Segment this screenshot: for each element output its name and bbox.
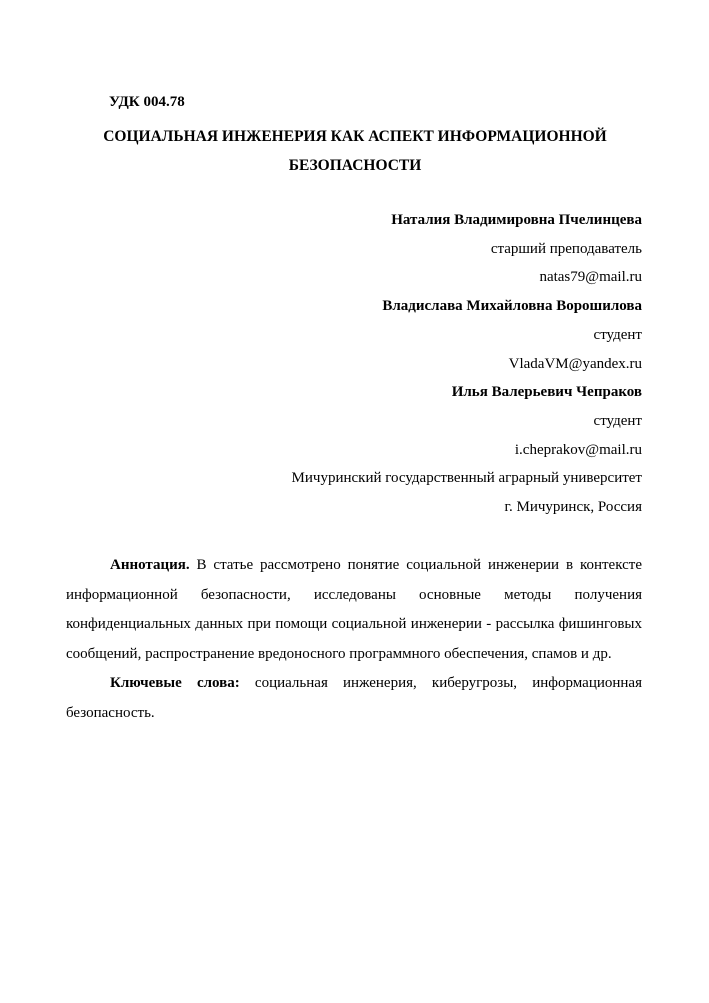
- keywords-text: социальная инженерия, киберугрозы, информационная безопасность.: [66, 675, 642, 721]
- affiliation-university: Мичуринский государственный аграрный университет: [291, 470, 642, 487]
- author-position: старший преподаватель: [490, 240, 642, 257]
- author-name: Владислава Михайловна Ворошилова: [382, 298, 642, 315]
- udk-code: УДК 004.78: [109, 94, 185, 110]
- keywords-paragraph: [66, 669, 642, 728]
- paper-body: [66, 551, 642, 728]
- abstract-paragraph: [66, 551, 642, 669]
- paper-title: [66, 122, 644, 180]
- author-email: VladaVM@yandex.ru: [508, 355, 642, 372]
- affiliation-city: г. Мичуринск, Россия: [504, 499, 642, 516]
- abstract-label: Аннотация.: [110, 557, 190, 573]
- author-name: Наталия Владимировна Пчелинцева: [391, 212, 642, 228]
- keywords-label: Ключевые слова:: [110, 675, 240, 691]
- abstract-text: В статье рассмотрено понятие социальной инженерии в контексте информационной безопасности, исследованы основные методы получения конфиденциальных данных при помощи социальной инженерии - рассылка фишинговых сообщений, распространение вредоносного программного обеспечения, спамов и др.: [66, 557, 642, 662]
- title-line-1: СОЦИАЛЬНАЯ ИНЖЕНЕРИЯ КАК АСПЕКТ ИНФОРМАЦИОННОЙ: [103, 128, 607, 145]
- author-position: студент: [593, 326, 642, 343]
- author-block: [200, 206, 642, 522]
- author-position: студент: [593, 412, 642, 429]
- author-email: i.cheprakov@mail.ru: [514, 441, 642, 458]
- title-line-2: БЕЗОПАСНОСТИ: [288, 157, 422, 174]
- author-email: natas79@mail.ru: [539, 269, 642, 286]
- author-name: Илья Валерьевич Чепраков: [451, 384, 642, 401]
